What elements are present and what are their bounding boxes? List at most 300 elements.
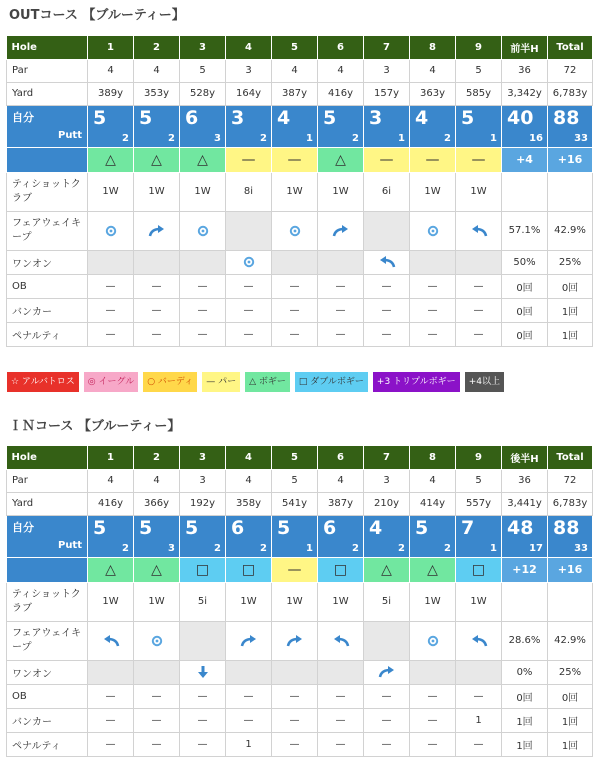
ob-value: 0回 xyxy=(502,684,548,708)
par-value: 5 xyxy=(272,469,318,492)
one-on-rate: 25% xyxy=(548,250,593,274)
bogey-mark: △ xyxy=(364,557,410,582)
tee-club-row xyxy=(7,582,593,621)
tee-club-value xyxy=(502,582,548,621)
putt-count: 1 xyxy=(398,132,405,144)
penalty-row xyxy=(7,322,593,346)
hole-number: 6 xyxy=(318,36,364,59)
yard-value: 3,441y xyxy=(502,492,548,515)
bunker-value: — xyxy=(180,708,226,732)
penalty-value: 1回 xyxy=(548,732,593,756)
my-score-label: 自分 xyxy=(12,520,34,534)
putt-count: 33 xyxy=(574,542,588,554)
yard-value: 366y xyxy=(134,492,180,515)
bunker-value: — xyxy=(272,298,318,322)
fairway-keep-cell xyxy=(318,621,364,660)
tee-club-value xyxy=(548,582,593,621)
hole-number: 4 xyxy=(226,446,272,469)
bogey-mark: △ xyxy=(318,147,364,172)
hole-number: 9 xyxy=(456,36,502,59)
par-mark: — xyxy=(272,557,318,582)
par-row xyxy=(7,59,593,82)
stroke-count: 40 xyxy=(507,106,534,129)
bunker-value: — xyxy=(88,298,134,322)
stroke-count: 6 xyxy=(231,516,245,539)
yard-value: 528y xyxy=(180,82,226,105)
fairway-keep-cell xyxy=(134,621,180,660)
putt-count: 2 xyxy=(352,542,359,554)
hole-number: 4 xyxy=(226,36,272,59)
ob-value: — xyxy=(272,274,318,298)
putt-label: Putt xyxy=(57,129,82,141)
one-on-cell xyxy=(272,250,318,274)
one-on-cell xyxy=(180,250,226,274)
fairway-keep-label: フェアウェイキープ xyxy=(7,211,88,250)
bogey-mark: △ xyxy=(134,147,180,172)
fairway-keep-cell xyxy=(88,621,134,660)
tee-club-value: 1W xyxy=(88,582,134,621)
legend-item: □ ダブルボギー xyxy=(295,372,368,392)
ob-value: — xyxy=(410,684,456,708)
ob-value: 0回 xyxy=(548,274,593,298)
tee-club-value: 1W xyxy=(134,582,180,621)
par-label: Par xyxy=(7,469,88,492)
one-on-cell xyxy=(88,250,134,274)
ob-value: — xyxy=(456,274,502,298)
one-on-cell xyxy=(226,660,272,684)
bunker-value: — xyxy=(364,708,410,732)
hole-number: 1 xyxy=(88,36,134,59)
putt-count: 3 xyxy=(168,542,175,554)
stroke-count: 88 xyxy=(553,516,580,539)
yard-value: 416y xyxy=(318,82,364,105)
score-cell xyxy=(410,515,456,557)
one-on-cell xyxy=(272,660,318,684)
yard-value: 389y xyxy=(88,82,134,105)
over-par-total: +12 xyxy=(502,557,548,582)
score-cell xyxy=(456,515,502,557)
stroke-count: 5 xyxy=(461,106,475,129)
bunker-value: — xyxy=(410,298,456,322)
right-arrow-icon xyxy=(240,634,258,648)
score-cell xyxy=(180,105,226,147)
ob-value: 0回 xyxy=(502,274,548,298)
stroke-count: 48 xyxy=(507,516,534,539)
par-value: 3 xyxy=(226,59,272,82)
yard-value: 387y xyxy=(318,492,364,515)
score-cell xyxy=(364,105,410,147)
score-cell xyxy=(134,515,180,557)
par-value: 4 xyxy=(226,469,272,492)
stroke-count: 5 xyxy=(323,106,337,129)
putt-count: 2 xyxy=(214,542,221,554)
par-mark: — xyxy=(364,147,410,172)
stroke-count: 6 xyxy=(323,516,337,539)
putt-count: 2 xyxy=(122,542,129,554)
bunker-value: — xyxy=(456,298,502,322)
header-row xyxy=(7,36,593,59)
fairway-keep-cell xyxy=(272,211,318,250)
stroke-count: 4 xyxy=(369,516,383,539)
tee-club-label: ティショットクラブ xyxy=(7,582,88,621)
putt-count: 1 xyxy=(490,132,497,144)
bogey-mark: △ xyxy=(410,557,456,582)
stroke-count: 88 xyxy=(553,106,580,129)
hole-number: 2 xyxy=(134,446,180,469)
bunker-value: — xyxy=(226,708,272,732)
putt-count: 2 xyxy=(260,542,267,554)
one-on-cell xyxy=(134,250,180,274)
result-label-blank xyxy=(7,147,88,172)
hole-number: 8 xyxy=(410,36,456,59)
tee-club-value: 5i xyxy=(364,582,410,621)
ob-value: 0回 xyxy=(548,684,593,708)
score-cell xyxy=(272,515,318,557)
fairway-keep-rate: 42.9% xyxy=(548,211,593,250)
one-on-cell xyxy=(364,660,410,684)
putt-count: 2 xyxy=(122,132,129,144)
fairway-keep-cell xyxy=(226,211,272,250)
stroke-count: 4 xyxy=(277,106,291,129)
one-on-rate: 0% xyxy=(502,660,548,684)
penalty-value: — xyxy=(88,322,134,346)
par-value: 36 xyxy=(502,469,548,492)
one-on-cell xyxy=(226,250,272,274)
score-cell xyxy=(226,105,272,147)
circle-icon xyxy=(197,225,209,237)
tee-club-value: 8i xyxy=(226,172,272,211)
fairway-keep-cell xyxy=(318,211,364,250)
par-value: 3 xyxy=(364,59,410,82)
par-label: Par xyxy=(7,59,88,82)
stroke-count: 5 xyxy=(185,516,199,539)
hole-number: 6 xyxy=(318,446,364,469)
par-value: 4 xyxy=(318,59,364,82)
bunker-label: バンカー xyxy=(7,708,88,732)
circle-icon xyxy=(427,225,439,237)
ob-row xyxy=(7,684,593,708)
hole-number: 2 xyxy=(134,36,180,59)
par-value: 5 xyxy=(456,469,502,492)
tee-club-row xyxy=(7,172,593,211)
circle-icon xyxy=(151,635,163,647)
yard-label: Yard xyxy=(7,492,88,515)
tee-club-value: 1W xyxy=(226,582,272,621)
tee-club-value: 1W xyxy=(272,172,318,211)
result-row xyxy=(7,147,593,172)
double-mark: □ xyxy=(318,557,364,582)
fairway-keep-cell xyxy=(180,211,226,250)
hole-number: Total xyxy=(548,446,593,469)
score-legend xyxy=(7,372,504,392)
yard-value: 157y xyxy=(364,82,410,105)
yard-value: 387y xyxy=(272,82,318,105)
legend-item: +3 トリプルボギー xyxy=(373,372,460,392)
penalty-value: — xyxy=(364,732,410,756)
penalty-value: — xyxy=(364,322,410,346)
score-cell xyxy=(548,515,593,557)
double-mark: □ xyxy=(180,557,226,582)
score-cell xyxy=(456,105,502,147)
legend-item: ○ バーディ xyxy=(143,372,197,392)
score-cell xyxy=(318,515,364,557)
yard-value: 363y xyxy=(410,82,456,105)
right-arrow-icon xyxy=(286,634,304,648)
score-cell xyxy=(548,105,593,147)
putt-count: 3 xyxy=(214,132,221,144)
circle-icon xyxy=(105,225,117,237)
bunker-value: 1回 xyxy=(548,708,593,732)
down-arrow-icon xyxy=(197,665,209,679)
in-scorecard-table xyxy=(6,446,593,757)
putt-count: 2 xyxy=(260,132,267,144)
penalty-value: — xyxy=(410,732,456,756)
legend-item: ☆ アルバトロス xyxy=(7,372,79,392)
hole-number: Total xyxy=(548,36,593,59)
yard-value: 557y xyxy=(456,492,502,515)
fairway-keep-cell xyxy=(364,211,410,250)
bunker-value: 1回 xyxy=(548,298,593,322)
fairway-keep-label: フェアウェイキープ xyxy=(7,621,88,660)
penalty-value: — xyxy=(180,732,226,756)
penalty-value: — xyxy=(134,322,180,346)
score-cell xyxy=(364,515,410,557)
result-row xyxy=(7,557,593,582)
penalty-value: — xyxy=(272,732,318,756)
par-value: 72 xyxy=(548,469,593,492)
one-on-cell xyxy=(364,250,410,274)
putt-count: 2 xyxy=(168,132,175,144)
par-value: 72 xyxy=(548,59,593,82)
fairway-keep-row xyxy=(7,621,593,660)
double-mark: □ xyxy=(226,557,272,582)
penalty-row xyxy=(7,732,593,756)
hole-number: 3 xyxy=(180,36,226,59)
score-cell xyxy=(88,515,134,557)
tee-club-value: 5i xyxy=(180,582,226,621)
legend-item: ◎ イーグル xyxy=(84,372,138,392)
one-on-cell xyxy=(318,660,364,684)
tee-club-value xyxy=(548,172,593,211)
putt-count: 1 xyxy=(306,542,313,554)
penalty-value: 0回 xyxy=(502,322,548,346)
ob-value: — xyxy=(318,274,364,298)
ob-value: — xyxy=(410,274,456,298)
penalty-value: — xyxy=(410,322,456,346)
par-mark: — xyxy=(226,147,272,172)
fairway-keep-row xyxy=(7,211,593,250)
par-value: 3 xyxy=(180,469,226,492)
over-par-total: +16 xyxy=(548,557,593,582)
one-on-rate: 50% xyxy=(502,250,548,274)
left-arrow-icon xyxy=(332,634,350,648)
hole-number: 後半H xyxy=(502,446,548,469)
putt-count: 2 xyxy=(444,542,451,554)
stroke-count: 5 xyxy=(139,106,153,129)
in-course-title: ＩＮコース 【ブルーティー】 xyxy=(9,419,181,434)
circle-icon xyxy=(243,256,255,268)
bunker-value: — xyxy=(318,708,364,732)
par-value: 4 xyxy=(410,469,456,492)
par-mark: — xyxy=(272,147,318,172)
penalty-label: ペナルティ xyxy=(7,322,88,346)
circle-icon xyxy=(427,635,439,647)
putt-count: 17 xyxy=(529,542,543,554)
par-mark: — xyxy=(456,147,502,172)
my-score-label: 自分 xyxy=(12,110,34,124)
penalty-value: 1回 xyxy=(548,322,593,346)
stroke-count: 5 xyxy=(93,516,107,539)
penalty-value: — xyxy=(134,732,180,756)
tee-club-value: 1W xyxy=(180,172,226,211)
fairway-keep-rate: 57.1% xyxy=(502,211,548,250)
score-cell xyxy=(410,105,456,147)
yard-value: 210y xyxy=(364,492,410,515)
yard-value: 164y xyxy=(226,82,272,105)
penalty-value: — xyxy=(272,322,318,346)
legend-item: +4以上 xyxy=(465,372,504,392)
par-value: 5 xyxy=(180,59,226,82)
ob-value: — xyxy=(134,684,180,708)
putt-count: 1 xyxy=(306,132,313,144)
score-cell xyxy=(134,105,180,147)
ob-value: — xyxy=(180,274,226,298)
par-value: 4 xyxy=(134,59,180,82)
penalty-value: — xyxy=(88,732,134,756)
bunker-value: 0回 xyxy=(502,298,548,322)
one-on-label: ワンオン xyxy=(7,250,88,274)
ob-label: OB xyxy=(7,684,88,708)
one-on-cell xyxy=(88,660,134,684)
stroke-count: 3 xyxy=(231,106,245,129)
one-on-row xyxy=(7,660,593,684)
header-row xyxy=(7,446,593,469)
yard-row xyxy=(7,82,593,105)
stroke-count: 5 xyxy=(415,516,429,539)
penalty-value: — xyxy=(456,322,502,346)
hole-number: 前半H xyxy=(502,36,548,59)
ob-value: — xyxy=(180,684,226,708)
ob-value: — xyxy=(364,274,410,298)
score-cell xyxy=(502,515,548,557)
result-label-blank xyxy=(7,557,88,582)
yard-row xyxy=(7,492,593,515)
fairway-keep-cell xyxy=(410,621,456,660)
fairway-keep-cell xyxy=(88,211,134,250)
stroke-count: 6 xyxy=(185,106,199,129)
ob-value: — xyxy=(456,684,502,708)
over-par-total: +16 xyxy=(548,147,593,172)
bunker-value: — xyxy=(134,708,180,732)
penalty-value: 1回 xyxy=(502,732,548,756)
stroke-count: 5 xyxy=(139,516,153,539)
hole-header: Hole xyxy=(7,446,88,469)
penalty-label: ペナルティ xyxy=(7,732,88,756)
par-value: 4 xyxy=(88,469,134,492)
putt-count: 2 xyxy=(352,132,359,144)
par-value: 4 xyxy=(134,469,180,492)
yard-value: 3,342y xyxy=(502,82,548,105)
putt-count: 2 xyxy=(398,542,405,554)
ob-value: — xyxy=(88,684,134,708)
left-arrow-icon xyxy=(470,634,488,648)
par-value: 4 xyxy=(272,59,318,82)
stroke-count: 5 xyxy=(93,106,107,129)
circle-icon xyxy=(289,225,301,237)
one-on-cell xyxy=(456,660,502,684)
double-mark: □ xyxy=(456,557,502,582)
score-cell xyxy=(88,105,134,147)
fairway-keep-cell xyxy=(410,211,456,250)
fairway-keep-cell xyxy=(134,211,180,250)
one-on-row xyxy=(7,250,593,274)
fairway-keep-rate: 42.9% xyxy=(548,621,593,660)
fairway-keep-rate: 28.6% xyxy=(502,621,548,660)
ob-value: — xyxy=(134,274,180,298)
fairway-keep-cell xyxy=(226,621,272,660)
yard-value: 192y xyxy=(180,492,226,515)
score-label xyxy=(7,105,88,147)
bunker-value: 1 xyxy=(456,708,502,732)
right-arrow-icon xyxy=(378,665,396,679)
right-arrow-icon xyxy=(332,224,350,238)
ob-row xyxy=(7,274,593,298)
bunker-value: — xyxy=(272,708,318,732)
bunker-value: — xyxy=(318,298,364,322)
ob-value: — xyxy=(272,684,318,708)
ob-value: — xyxy=(88,274,134,298)
tee-club-value: 1W xyxy=(318,172,364,211)
score-row xyxy=(7,515,593,557)
score-row xyxy=(7,105,593,147)
left-arrow-icon xyxy=(102,634,120,648)
left-arrow-icon xyxy=(378,255,396,269)
yard-value: 585y xyxy=(456,82,502,105)
yard-value: 6,783y xyxy=(548,82,593,105)
hole-number: 1 xyxy=(88,446,134,469)
score-cell xyxy=(272,105,318,147)
bunker-row xyxy=(7,708,593,732)
ob-value: — xyxy=(364,684,410,708)
fairway-keep-cell xyxy=(456,621,502,660)
yard-value: 6,783y xyxy=(548,492,593,515)
fairway-keep-cell xyxy=(364,621,410,660)
putt-count: 1 xyxy=(490,542,497,554)
bunker-value: — xyxy=(180,298,226,322)
yard-value: 353y xyxy=(134,82,180,105)
tee-club-value: 1W xyxy=(272,582,318,621)
score-cell xyxy=(502,105,548,147)
one-on-cell xyxy=(410,660,456,684)
left-arrow-icon xyxy=(470,224,488,238)
bunker-value: — xyxy=(88,708,134,732)
putt-count: 33 xyxy=(574,132,588,144)
one-on-cell xyxy=(180,660,226,684)
bunker-value: — xyxy=(410,708,456,732)
fairway-keep-cell xyxy=(272,621,318,660)
bunker-value: 1回 xyxy=(502,708,548,732)
par-row xyxy=(7,469,593,492)
ob-value: — xyxy=(226,684,272,708)
yard-label: Yard xyxy=(7,82,88,105)
putt-count: 2 xyxy=(444,132,451,144)
one-on-cell xyxy=(318,250,364,274)
legend-item: — パー xyxy=(202,372,240,392)
one-on-cell xyxy=(410,250,456,274)
ob-value: — xyxy=(318,684,364,708)
hole-number: 3 xyxy=(180,446,226,469)
hole-number: 8 xyxy=(410,446,456,469)
